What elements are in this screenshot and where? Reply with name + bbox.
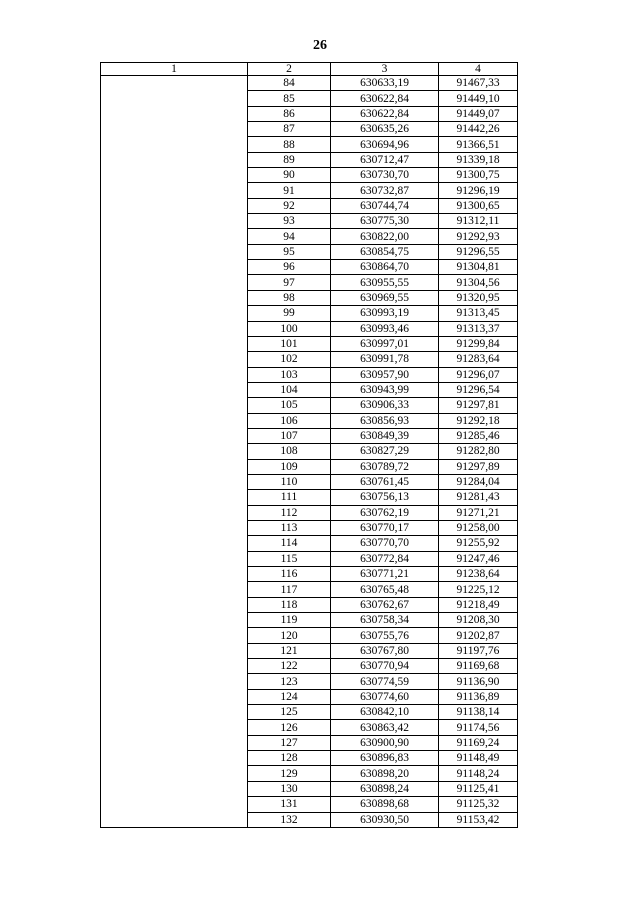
point-number-cell: 94	[248, 229, 331, 244]
x-coordinate-cell: 630906,33	[331, 398, 439, 413]
point-number-cell: 91	[248, 183, 331, 198]
y-coordinate-cell: 91304,56	[439, 275, 518, 290]
table-row	[101, 76, 518, 91]
x-coordinate-cell: 630896,83	[331, 751, 439, 766]
x-coordinate-cell: 630767,80	[331, 643, 439, 658]
y-coordinate-cell: 91320,95	[439, 290, 518, 305]
y-coordinate-cell: 91296,07	[439, 367, 518, 382]
x-coordinate-cell: 630864,70	[331, 260, 439, 275]
y-coordinate-cell: 91292,93	[439, 229, 518, 244]
x-coordinate-cell: 630758,34	[331, 613, 439, 628]
point-number-cell: 124	[248, 689, 331, 704]
y-coordinate-cell: 91284,04	[439, 474, 518, 489]
point-number-cell: 118	[248, 597, 331, 612]
point-number-cell: 87	[248, 122, 331, 137]
x-coordinate-cell: 630900,90	[331, 735, 439, 750]
x-coordinate-cell: 630765,48	[331, 582, 439, 597]
y-coordinate-cell: 91247,46	[439, 551, 518, 566]
y-coordinate-cell: 91442,26	[439, 122, 518, 137]
x-coordinate-cell: 630842,10	[331, 705, 439, 720]
y-coordinate-cell: 91297,81	[439, 398, 518, 413]
point-number-cell: 96	[248, 260, 331, 275]
x-coordinate-cell: 630756,13	[331, 490, 439, 505]
point-number-cell: 85	[248, 91, 331, 106]
y-coordinate-cell: 91297,89	[439, 459, 518, 474]
x-coordinate-cell: 630761,45	[331, 474, 439, 489]
y-coordinate-cell: 91366,51	[439, 137, 518, 152]
point-number-cell: 95	[248, 244, 331, 259]
point-number-cell: 120	[248, 628, 331, 643]
x-coordinate-cell: 630822,00	[331, 229, 439, 244]
point-number-cell: 99	[248, 306, 331, 321]
point-number-cell: 123	[248, 674, 331, 689]
y-coordinate-cell: 91202,87	[439, 628, 518, 643]
x-coordinate-cell: 630730,70	[331, 168, 439, 183]
point-number-cell: 98	[248, 290, 331, 305]
y-coordinate-cell: 91300,65	[439, 198, 518, 213]
y-coordinate-cell: 91169,24	[439, 735, 518, 750]
y-coordinate-cell: 91282,80	[439, 444, 518, 459]
y-coordinate-cell: 91283,64	[439, 352, 518, 367]
y-coordinate-cell: 91281,43	[439, 490, 518, 505]
y-coordinate-cell: 91255,92	[439, 536, 518, 551]
x-coordinate-cell: 630770,17	[331, 520, 439, 535]
y-coordinate-cell: 91148,24	[439, 766, 518, 781]
x-coordinate-cell: 630789,72	[331, 459, 439, 474]
x-coordinate-cell: 630898,24	[331, 781, 439, 796]
point-number-cell: 100	[248, 321, 331, 336]
x-coordinate-cell: 630856,93	[331, 413, 439, 428]
point-number-cell: 88	[248, 137, 331, 152]
point-number-cell: 115	[248, 551, 331, 566]
point-number-cell: 93	[248, 214, 331, 229]
x-coordinate-cell: 630898,20	[331, 766, 439, 781]
point-number-cell: 117	[248, 582, 331, 597]
y-coordinate-cell: 91449,10	[439, 91, 518, 106]
y-coordinate-cell: 91148,49	[439, 751, 518, 766]
point-number-cell: 130	[248, 781, 331, 796]
point-number-cell: 86	[248, 106, 331, 121]
table-body	[101, 76, 518, 828]
y-coordinate-cell: 91225,12	[439, 582, 518, 597]
x-coordinate-cell: 630930,50	[331, 812, 439, 827]
x-coordinate-cell: 630943,99	[331, 382, 439, 397]
y-coordinate-cell: 91125,41	[439, 781, 518, 796]
y-coordinate-cell: 91296,55	[439, 244, 518, 259]
column-header: 4	[439, 63, 518, 76]
point-number-cell: 131	[248, 797, 331, 812]
x-coordinate-cell: 630993,19	[331, 306, 439, 321]
x-coordinate-cell: 630694,96	[331, 137, 439, 152]
page-number: 26	[313, 38, 327, 53]
x-coordinate-cell: 630755,76	[331, 628, 439, 643]
x-coordinate-cell: 630770,94	[331, 659, 439, 674]
point-number-cell: 111	[248, 490, 331, 505]
point-number-cell: 90	[248, 168, 331, 183]
y-coordinate-cell: 91125,32	[439, 797, 518, 812]
x-coordinate-cell: 630633,19	[331, 76, 439, 91]
point-number-cell: 108	[248, 444, 331, 459]
y-coordinate-cell: 91300,75	[439, 168, 518, 183]
x-coordinate-cell: 630969,55	[331, 290, 439, 305]
point-number-cell: 107	[248, 428, 331, 443]
column-header: 3	[331, 63, 439, 76]
column-header: 2	[248, 63, 331, 76]
point-number-cell: 132	[248, 812, 331, 827]
y-coordinate-cell: 91312,11	[439, 214, 518, 229]
x-coordinate-cell: 630774,60	[331, 689, 439, 704]
x-coordinate-cell: 630991,78	[331, 352, 439, 367]
point-number-cell: 126	[248, 720, 331, 735]
point-number-cell: 121	[248, 643, 331, 658]
point-number-cell: 92	[248, 198, 331, 213]
column-header: 1	[101, 63, 248, 76]
y-coordinate-cell: 91138,14	[439, 705, 518, 720]
x-coordinate-cell: 630993,46	[331, 321, 439, 336]
point-number-cell: 105	[248, 398, 331, 413]
y-coordinate-cell: 91197,76	[439, 643, 518, 658]
x-coordinate-cell: 630712,47	[331, 152, 439, 167]
y-coordinate-cell: 91467,33	[439, 76, 518, 91]
point-number-cell: 113	[248, 520, 331, 535]
y-coordinate-cell: 91296,54	[439, 382, 518, 397]
x-coordinate-cell: 630744,74	[331, 198, 439, 213]
y-coordinate-cell: 91238,64	[439, 567, 518, 582]
point-number-cell: 89	[248, 152, 331, 167]
x-coordinate-cell: 630622,84	[331, 91, 439, 106]
point-number-cell: 106	[248, 413, 331, 428]
y-coordinate-cell: 91339,18	[439, 152, 518, 167]
y-coordinate-cell: 91296,19	[439, 183, 518, 198]
y-coordinate-cell: 91285,46	[439, 428, 518, 443]
point-number-cell: 103	[248, 367, 331, 382]
x-coordinate-cell: 630775,30	[331, 214, 439, 229]
x-coordinate-cell: 630774,59	[331, 674, 439, 689]
x-coordinate-cell: 630635,26	[331, 122, 439, 137]
x-coordinate-cell: 630771,21	[331, 567, 439, 582]
point-number-cell: 84	[248, 76, 331, 91]
y-coordinate-cell: 91153,42	[439, 812, 518, 827]
table-header-row	[101, 63, 518, 76]
point-number-cell: 114	[248, 536, 331, 551]
point-number-cell: 122	[248, 659, 331, 674]
point-number-cell: 125	[248, 705, 331, 720]
x-coordinate-cell: 630772,84	[331, 551, 439, 566]
point-number-cell: 110	[248, 474, 331, 489]
y-coordinate-cell: 91208,30	[439, 613, 518, 628]
y-coordinate-cell: 91218,49	[439, 597, 518, 612]
x-coordinate-cell: 630997,01	[331, 336, 439, 351]
x-coordinate-cell: 630863,42	[331, 720, 439, 735]
point-number-cell: 128	[248, 751, 331, 766]
x-coordinate-cell: 630854,75	[331, 244, 439, 259]
x-coordinate-cell: 630849,39	[331, 428, 439, 443]
x-coordinate-cell: 630762,67	[331, 597, 439, 612]
x-coordinate-cell: 630770,70	[331, 536, 439, 551]
point-number-cell: 112	[248, 505, 331, 520]
x-coordinate-cell: 630957,90	[331, 367, 439, 382]
point-number-cell: 116	[248, 567, 331, 582]
y-coordinate-cell: 91449,07	[439, 106, 518, 121]
point-number-cell: 102	[248, 352, 331, 367]
y-coordinate-cell: 91313,45	[439, 306, 518, 321]
point-number-cell: 104	[248, 382, 331, 397]
y-coordinate-cell: 91313,37	[439, 321, 518, 336]
y-coordinate-cell: 91258,00	[439, 520, 518, 535]
point-number-cell: 127	[248, 735, 331, 750]
x-coordinate-cell: 630898,68	[331, 797, 439, 812]
y-coordinate-cell: 91292,18	[439, 413, 518, 428]
x-coordinate-cell: 630827,29	[331, 444, 439, 459]
coordinates-table	[100, 62, 518, 828]
x-coordinate-cell: 630955,55	[331, 275, 439, 290]
x-coordinate-cell: 630732,87	[331, 183, 439, 198]
point-number-cell: 109	[248, 459, 331, 474]
y-coordinate-cell: 91136,89	[439, 689, 518, 704]
y-coordinate-cell: 91174,56	[439, 720, 518, 735]
column-1-merged-cell	[101, 76, 248, 828]
point-number-cell: 101	[248, 336, 331, 351]
y-coordinate-cell: 91271,21	[439, 505, 518, 520]
y-coordinate-cell: 91304,81	[439, 260, 518, 275]
y-coordinate-cell: 91169,68	[439, 659, 518, 674]
y-coordinate-cell: 91299,84	[439, 336, 518, 351]
point-number-cell: 97	[248, 275, 331, 290]
point-number-cell: 119	[248, 613, 331, 628]
point-number-cell: 129	[248, 766, 331, 781]
x-coordinate-cell: 630762,19	[331, 505, 439, 520]
y-coordinate-cell: 91136,90	[439, 674, 518, 689]
x-coordinate-cell: 630622,84	[331, 106, 439, 121]
